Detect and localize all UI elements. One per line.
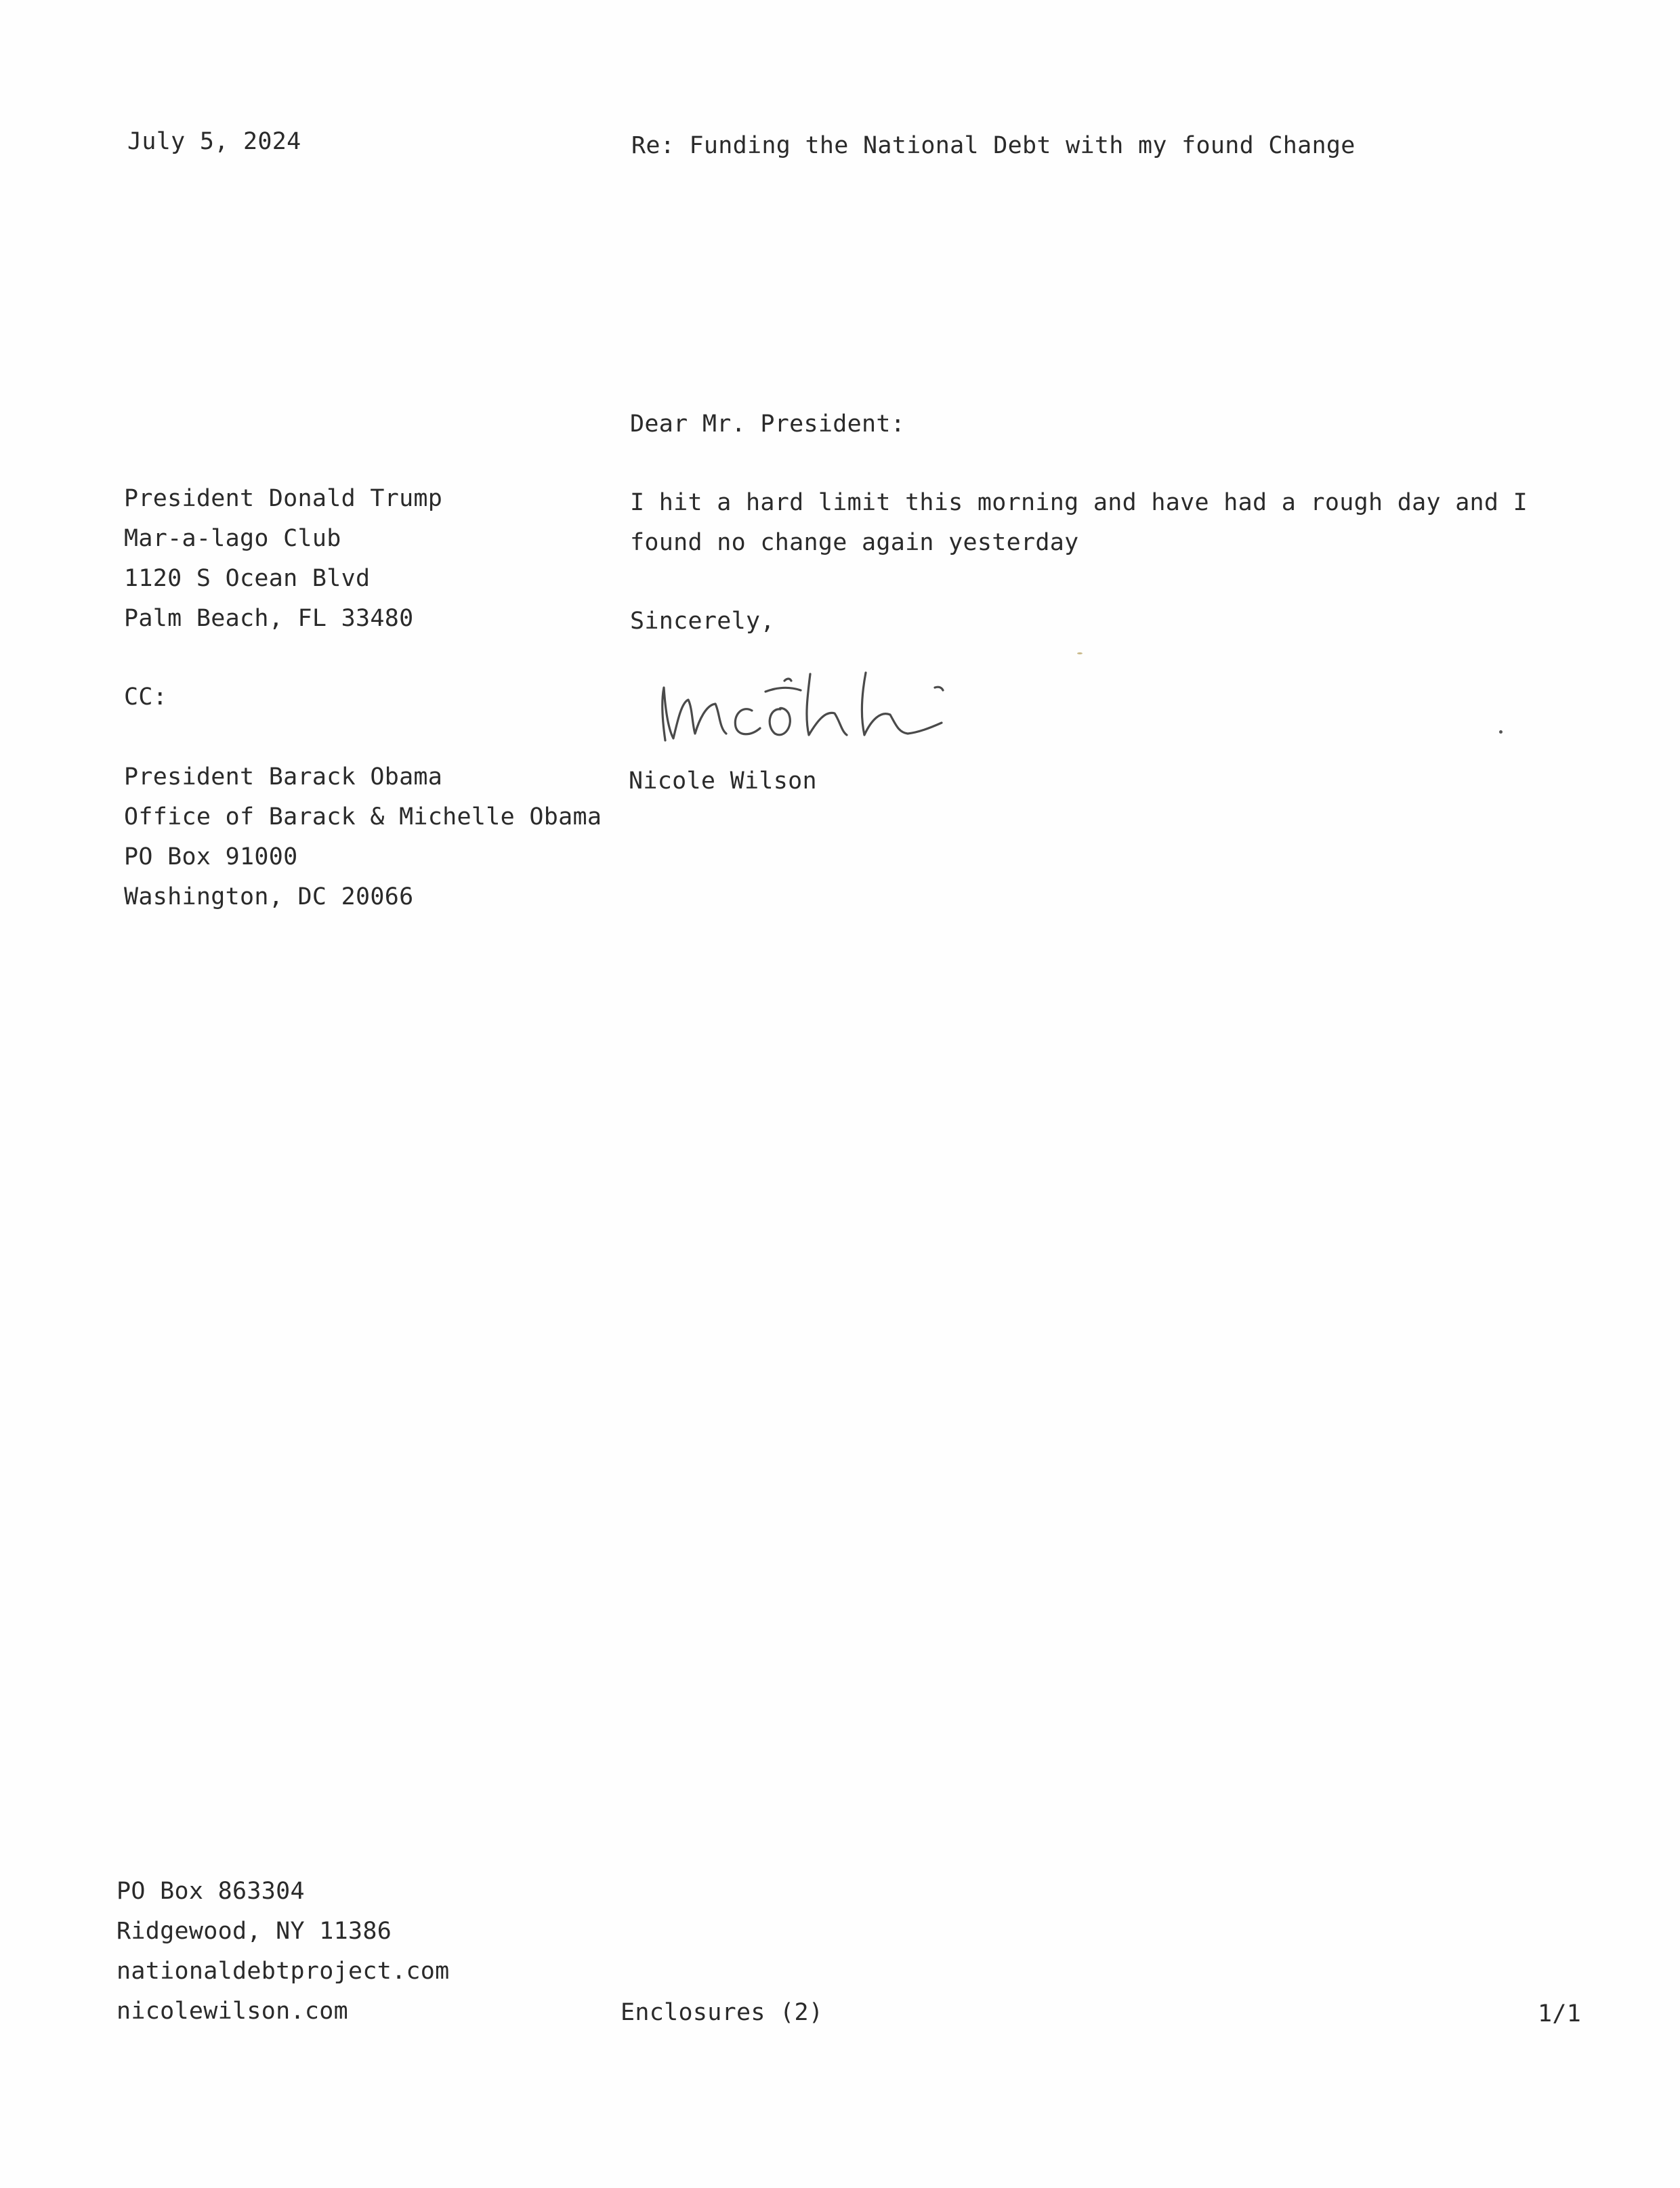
scan-speck (1077, 652, 1083, 654)
sender-line: nicolewilson.com (117, 1998, 348, 2025)
cc-recipient-line: Office of Barack & Michelle Obama (124, 803, 602, 830)
cc-label: CC: (124, 683, 168, 711)
sender-line: Ridgewood, NY 11386 (117, 1918, 392, 1945)
scan-speck (1499, 730, 1503, 734)
cc-recipient-line: Washington, DC 20066 (124, 883, 414, 910)
body-line: found no change again yesterday (630, 529, 1079, 556)
sender-line: nationaldebtproject.com (117, 1958, 450, 1985)
cc-recipient-line: President Barack Obama (124, 763, 443, 791)
recipient-line: Mar-a-lago Club (124, 525, 341, 552)
salutation: Dear Mr. President: (630, 411, 906, 438)
handwritten-signature (650, 660, 962, 762)
letter-subject: Re: Funding the National Debt with my found Change (631, 132, 1356, 159)
closing: Sincerely, (630, 608, 775, 635)
cc-recipient-line: PO Box 91000 (124, 843, 298, 870)
body-line: I hit a hard limit this morning and have had a rough day and I (630, 489, 1528, 516)
recipient-line: Palm Beach, FL 33480 (124, 605, 414, 632)
recipient-line: President Donald Trump (124, 485, 443, 512)
enclosures-note: Enclosures (2) (621, 1999, 824, 2026)
signer-name: Nicole Wilson (629, 767, 817, 795)
sender-line: PO Box 863304 (117, 1878, 305, 1905)
recipient-address (124, 479, 442, 639)
page-number: 1/1 (1538, 2000, 1582, 2027)
sender-address (117, 1872, 450, 2032)
cc-recipient-address (124, 757, 602, 917)
letter-body (630, 483, 1528, 563)
recipient-line: 1120 S Ocean Blvd (124, 565, 371, 592)
letter-date: July 5, 2024 (127, 128, 301, 155)
